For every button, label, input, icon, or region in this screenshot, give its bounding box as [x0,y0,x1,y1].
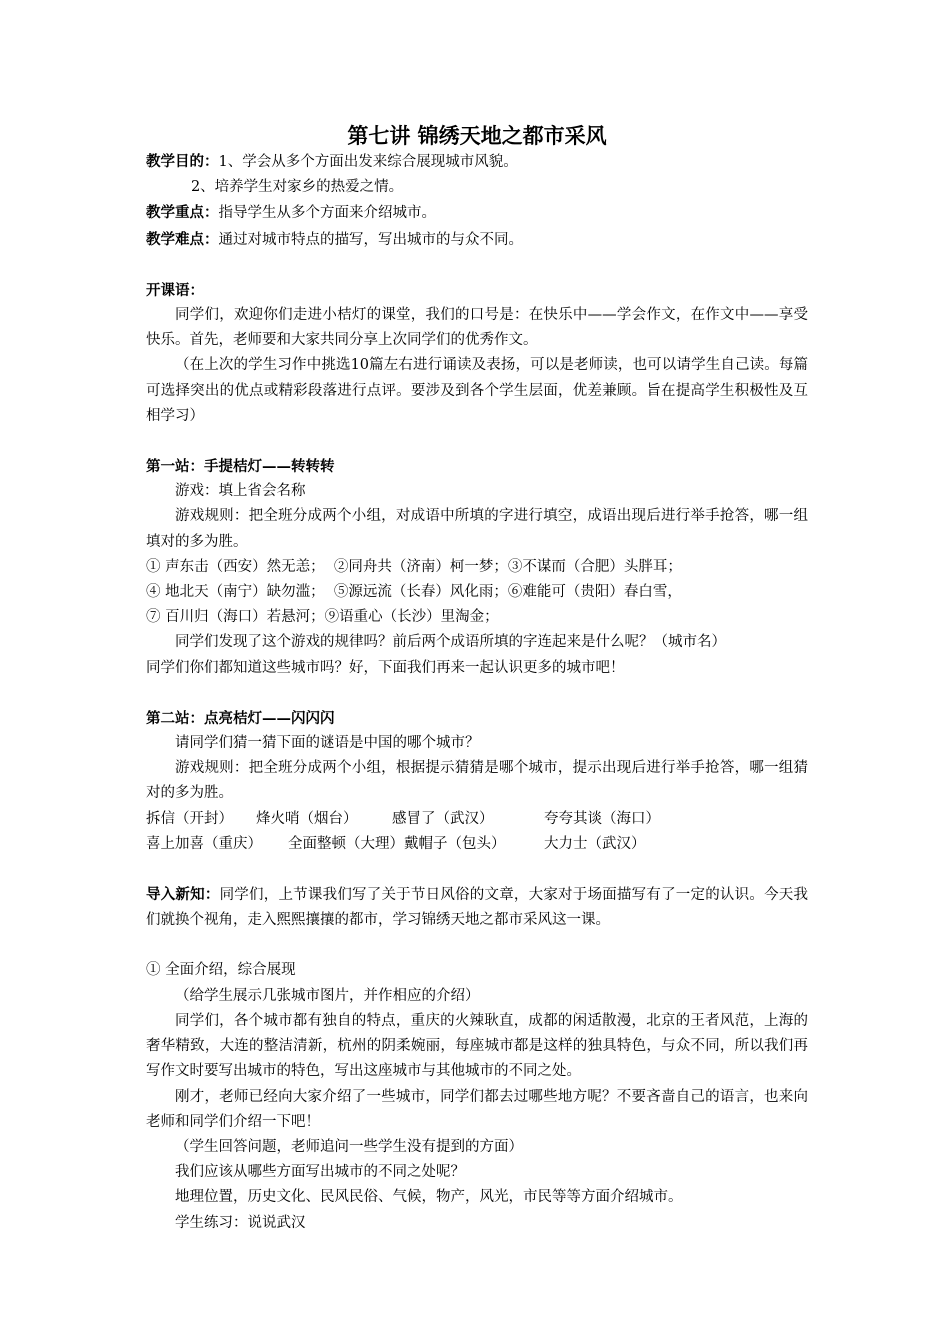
opening-paragraph-1: 同学们，欢迎你们走进小桔灯的课堂，我们的口号是：在快乐中——学会作文，在作文中——享受快乐。首先，老师要和大家共同分享上次同学们的优秀作文。 [146,307,808,349]
page-title: 第七讲 锦绣天地之都市采风 [347,123,607,148]
station-2-intro: 请同学们猜一猜下面的谜语是中国的哪个城市？ [175,735,480,752]
station-1-heading: 第一站：手提桔灯——转转转 [146,458,335,476]
part-1-practice: 学生练习：说说武汉 [175,1214,306,1231]
goal-item-2: 2、培养学生对家乡的热爱之情。 [190,179,404,196]
riddle-item: 全面整顿（大理） [288,835,404,852]
part-1-question: 我们应该从哪些方面写出城市的不同之处呢？ [175,1164,465,1181]
spacer [146,857,808,882]
part-1-heading: ① 全面介绍，综合展现 [146,962,296,979]
opening-paragraph-2: （在上次的学生习作中挑选10篇左右进行诵读及表扬，可以是老师读，也可以请学生自己读。每篇可选择突出的优点或精彩段落进行点评。要涉及到各个学生层面，优差兼顾。旨在提高学生积极性及互相学习） [146,357,808,424]
riddle-item: 大力士（武汉） [544,835,646,852]
document-page [146,120,808,1236]
idiom-line-3: ⑦ 百川归（海口）若悬河；⑨语重心（长沙）里淘金； [146,609,499,626]
goal-item-1: 1、学会从多个方面出发来综合展现城市风貌。 [218,154,518,170]
focus-label: 教学重点： [146,204,219,222]
goals-label: 教学目的： [146,153,219,170]
idiom-line-2: ④ 地北天（南宁）缺勿滥； ⑤源远流（长春）风化雨；⑥难能可（贵阳）春白雪， [146,584,682,601]
station-1-game: 游戏：填上省会名称 [175,483,306,500]
teaching-goals [146,149,808,175]
part-1-paragraph-1: 同学们，各个城市都有独自的特点，重庆的火辣耿直，成都的闲适散漫，北京的王者风范，上海的奢华精致，大连的整洁清新，杭州的阴柔婉丽，每座城市都是这样的独具特色，与众不同，所以我们再写作文时要写出城市的特色，写出这座城市与其他城市的不同之处。 [146,1012,808,1080]
riddle-item: 夸夸其谈（海口） [544,810,660,827]
riddle-item: 烽火哨（烟台） [256,810,358,827]
part-1-note-2: （学生回答问题，老师追问一些学生没有提到的方面） [175,1138,523,1155]
intro-new-text: 同学们，上节课我们写了关于节日风俗的文章，大家对于场面描写有了一定的认识。今天我们就换个视角，走入熙熙攘攘的都市，学习锦绣天地之都市采风这一课。 [146,887,809,929]
teaching-focus [146,200,808,226]
opening-heading: 开课语： [146,281,204,299]
riddle-item: 感冒了（武汉） [392,810,494,827]
station-1-followup: 同学们你们都知道这些城市吗？好，下面我们再来一起认识更多的城市吧！ [146,659,625,676]
spacer [146,681,808,706]
idiom-line-1: ① 声东击（西安）然无恙； ②同舟共（济南）柯一梦；③不谋而（合肥）头胖耳； [146,558,682,575]
riddle-row-1 [146,807,808,832]
station-1-rules: 游戏规则：把全班分成两个小组，对成语中所填的字进行填空，成语出现后进行举手抢答，哪一组填对的多为胜。 [146,508,808,550]
station-2-heading: 第二站：点亮桔灯——闪闪闪 [146,709,335,727]
riddle-item: 拆信（开封） [146,810,233,827]
riddle-item: 戴帽子（包头） [404,835,506,852]
part-1-answer: 地理位置，历史文化、民风民俗、气候，物产，风光，市民等等方面介绍城市。 [175,1189,683,1206]
station-1-question: 同学们发现了这个游戏的规律吗？前后两个成语所填的字连起来是什么呢？（城市名） [175,634,726,651]
intro-new-label: 导入新知： [146,886,220,904]
spacer [146,429,808,454]
focus-text: 指导学生从多个方面来介绍城市。 [218,205,436,222]
spacer [146,933,808,958]
station-2-rules: 游戏规则：把全班分成两个小组，根据提示猜猜是哪个城市，提示出现后进行举手抢答，哪一组猜对的多为胜。 [146,760,808,802]
part-1-note-1: （给学生展示几张城市图片，并作相应的介绍） [175,987,480,1004]
intro-new-paragraph [146,882,808,933]
difficulty-label: 教学难点： [146,230,219,248]
spacer [146,253,808,278]
difficulty-text: 通过对城市特点的描写，写出城市的与众不同。 [218,231,523,248]
riddle-row-2 [146,832,808,857]
part-1-paragraph-2: 刚才，老师已经向大家介绍了一些城市，同学们都去过哪些地方呢？不要吝啬自己的语言，也来向老师和同学们介绍一下吧！ [146,1088,808,1130]
riddle-item: 喜上加喜（重庆） [146,835,262,852]
teaching-difficulty [146,227,808,253]
